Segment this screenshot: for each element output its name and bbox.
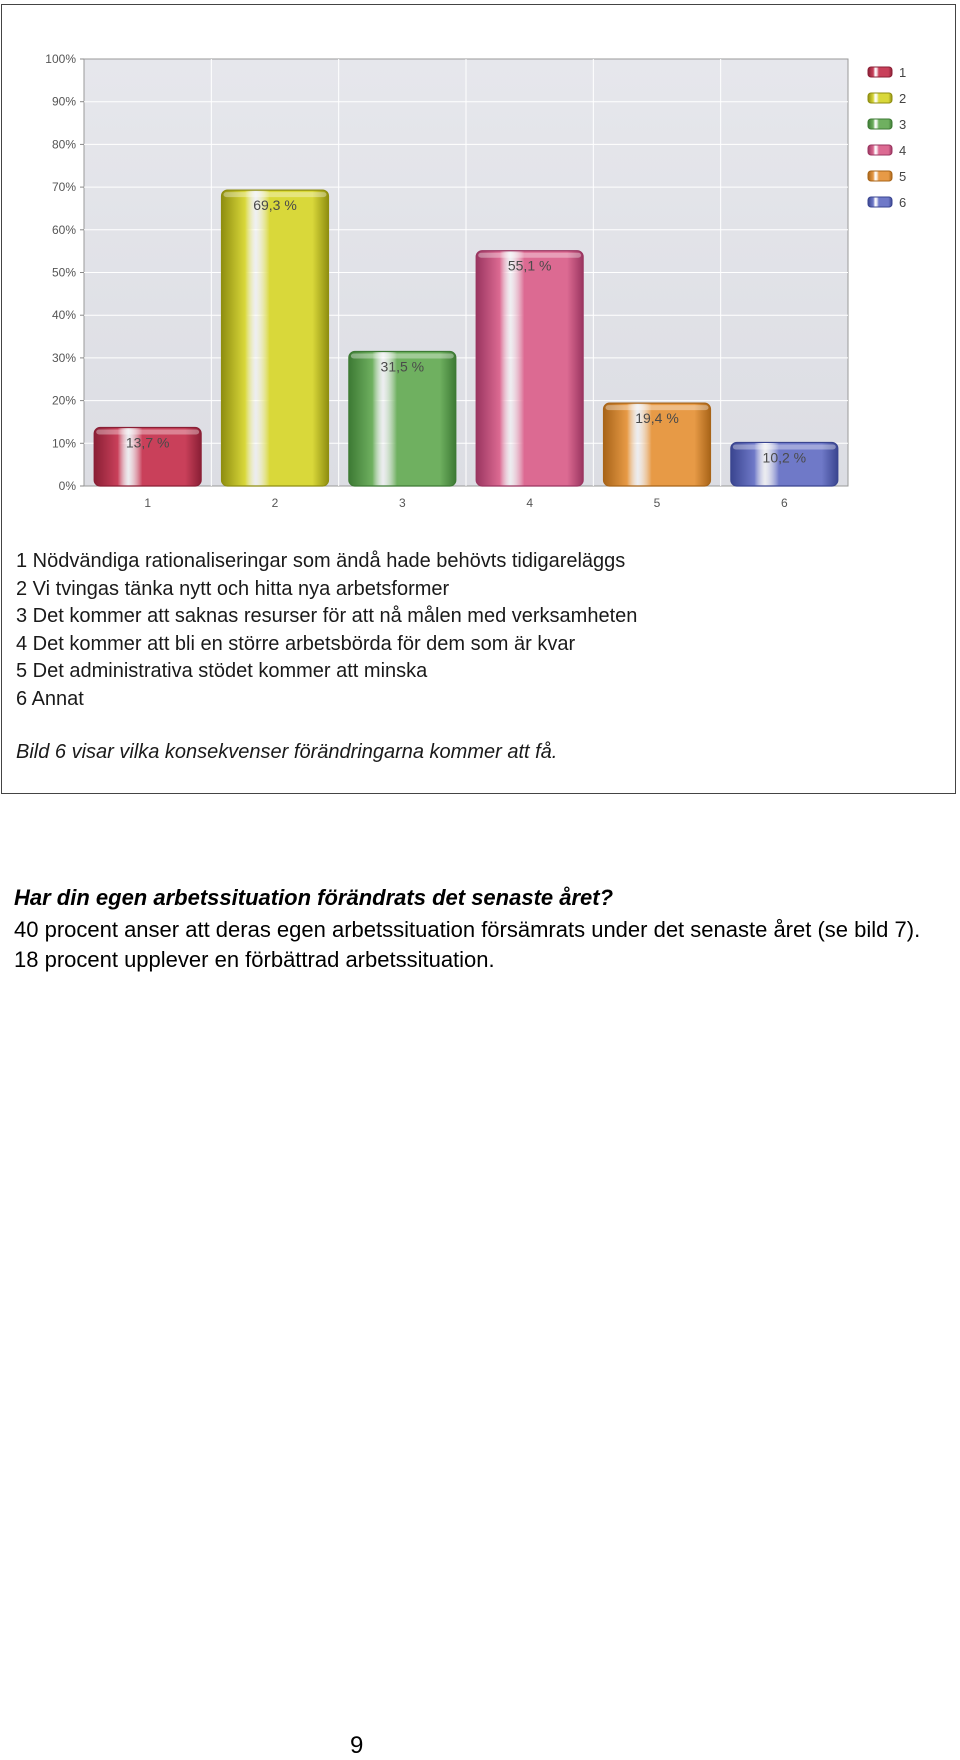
bar-value-label: 69,3 %: [253, 197, 297, 214]
legend-swatch-3: [868, 119, 892, 129]
bar-value-label: 55,1 %: [507, 257, 552, 274]
legend-swatch-1: [868, 67, 892, 77]
section-body: 40 procent anser att deras egen arbetssituation försämrats under det senaste året (se bild 7). 18 procent upplever en förbättrad arbetssituation.: [14, 917, 921, 972]
x-tick-label: 4: [526, 496, 534, 510]
bar-chart-svg: [12, 33, 912, 533]
legend-swatch-6: [868, 197, 892, 207]
legend-swatch-5: [868, 171, 892, 181]
y-tick-label: 20%: [51, 393, 76, 408]
y-tick-label: 100%: [45, 52, 76, 66]
legend-label: 4: [899, 143, 907, 158]
bar-value-label: 10,2 %: [762, 449, 807, 466]
figure-caption: Bild 6 visar vilka konsekvenser förändringarna kommer att få.: [16, 741, 558, 763]
legend-label: 6: [899, 195, 907, 210]
y-tick-label: 40%: [51, 308, 76, 323]
x-tick-label: 6: [780, 496, 788, 510]
answer-option-1: 1 Nödvändiga rationaliseringar som ändå hade behövts tidigareläggs: [16, 550, 626, 572]
legend-label: 2: [899, 91, 907, 106]
x-tick-label: 3: [398, 496, 406, 510]
bar-4: [476, 251, 583, 486]
x-tick-label: 2: [271, 496, 279, 510]
page-number: 9: [350, 1732, 364, 1759]
legend-label: 5: [899, 169, 907, 184]
bar-value-label: 19,4 %: [635, 410, 679, 427]
answer-option-2: 2 Vi tvingas tänka nytt och hitta nya arbetsformer: [16, 577, 450, 600]
answer-option-3: 3 Det kommer att saknas resurser för att nå målen med verksamheten: [16, 605, 638, 627]
bar-value-label: 13,7 %: [125, 434, 170, 451]
y-tick-label: 10%: [51, 436, 76, 451]
y-tick-label: 80%: [51, 137, 76, 152]
legend-label: 3: [899, 117, 907, 132]
bar-chart: [12, 33, 912, 533]
x-tick-label: 1: [144, 496, 152, 510]
bar-value-label: 31,5 %: [380, 358, 425, 375]
answer-option-6: 6 Annat: [16, 687, 84, 710]
figure-frame: [1, 4, 956, 794]
legend-swatch-2: [868, 93, 892, 103]
legend-label: 1: [899, 65, 907, 80]
x-tick-label: 5: [653, 496, 661, 510]
y-tick-label: 90%: [51, 94, 76, 109]
legend-swatch-4: [868, 145, 892, 155]
y-tick-label: 60%: [51, 222, 76, 237]
answer-option-5: 5 Det administrativa stödet kommer att minska: [16, 660, 428, 682]
y-tick-label: 50%: [51, 265, 76, 280]
answer-options-list: [16, 548, 936, 713]
section-heading: Har din egen arbetssituation förändrats det senaste året?: [14, 885, 614, 910]
y-tick-label: 0%: [58, 479, 76, 493]
answer-option-4: 4 Det kommer att bli en större arbetsbörda för dem som är kvar: [16, 632, 576, 655]
y-tick-label: 70%: [51, 180, 76, 195]
bar-2: [222, 190, 329, 486]
y-tick-label: 30%: [51, 350, 76, 365]
